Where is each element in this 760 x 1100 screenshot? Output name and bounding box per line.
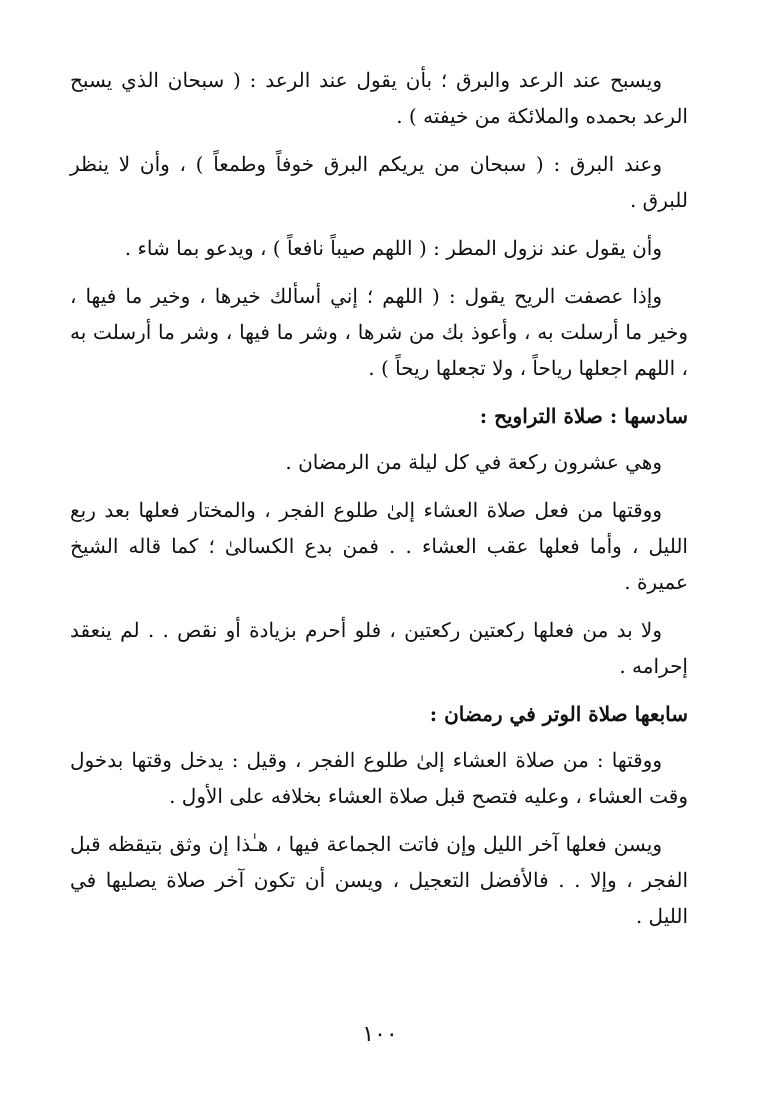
paragraph-rain-dua: وأن يقول عند نزول المطر : ( اللهم صيباً نافعاً ) ، ويدعو بما شاء . [124, 236, 662, 260]
paragraph-witr-time: ووقتها : من صلاة العشاء إلىٰ طلوع الفجر ، وقيل : يدخل وقتها بدخول وقت العشاء ، وعليه فتصح قبل صلاة العشاء بخلافه على الأول . [70, 748, 688, 808]
page-number: ١٠٠ [362, 1022, 398, 1047]
paragraph-thunder-lightning: ويسبح عند الرعد والبرق ؛ بأن يقول عند الرعد : ( سبحان الذي يسبح الرعد بحمده والملائكة من خيفته ) . [70, 68, 688, 128]
paragraph-tarawih-time: ووقتها من فعل صلاة العشاء إلىٰ طلوع الفجر ، والمختار فعلها بعد ربع الليل ، وأما فعلها عقب العشاء . . فمن بدع الكسالىٰ ؛ كما قاله الشيخ عميرة . [70, 498, 688, 594]
paragraph-tarawih-rakat: وهي عشرون ركعة في كل ليلة من الرمضان . [285, 450, 662, 474]
paragraph-witr-end-of-night: ويسن فعلها آخر الليل وإن فاتت الجماعة فيها ، هـٰذا إن وثق بتيقظه قبل الفجر ، وإلا . . فالأفضل التعجيل ، ويسن أن تكون آخر صلاة يصليها في الليل . [70, 832, 688, 928]
paragraph-lightning-dua: وعند البرق : ( سبحان من يريكم البرق خوفاً وطمعاً ) ، وأن لا ينظر للبرق . [70, 152, 688, 212]
page-body [70, 62, 688, 946]
paragraph-tarawih-pairs: ولا بد من فعلها ركعتين ركعتين ، فلو أحرم بزيادة أو نقص . . لم ينعقد إحرامه . [70, 618, 688, 678]
paragraph-wind-dua: وإذا عصفت الريح يقول : ( اللهم ؛ إني أسألك خيرها ، وخير ما فيها ، وخير ما أرسلت به ، وأعوذ بك من شرها ، وشر ما فيها ، وشر ما أرسلت به ، اللهم اجعلها رياحاً ، ولا تجعلها ريحاً ) . [70, 284, 688, 380]
heading-witr: سابعها صلاة الوتر في رمضان : [429, 702, 688, 726]
heading-tarawih: سادسها : صلاة التراويح : [479, 404, 688, 428]
